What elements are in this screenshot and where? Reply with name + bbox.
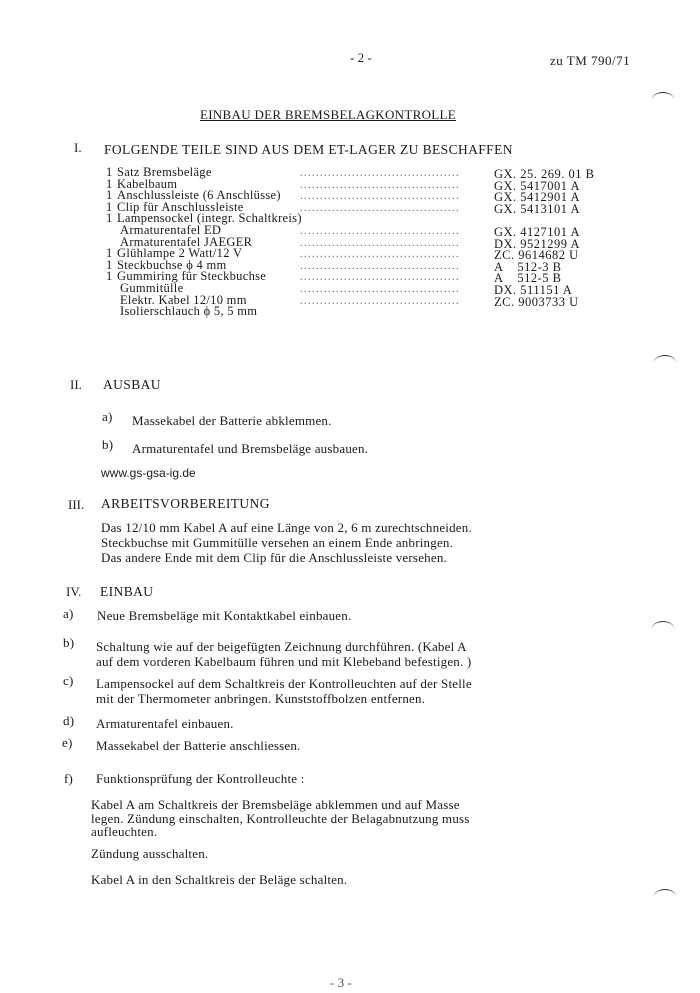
part-name: Gummiring für Steckbuchse [117,269,267,284]
einbau-a-text: Neue Bremsbeläge mit Kontaktkabel einbauen. [97,608,352,623]
part-number: ZC. 9003733 U [494,294,579,309]
leader-dots: ........................................ [300,272,460,284]
part-name: Anschlussleiste (6 Anschlüsse) [117,188,281,203]
einbau-c-line-1: Lampensockel auf dem Schaltkreis der Kontrolleuchten auf der Stelle [96,676,472,691]
section-1-heading: FOLGENDE TEILE SIND AUS DEM ET-LAGER ZU BESCHAFFEN [104,142,513,157]
leader-dots: ........................................ [300,237,460,249]
arbeit-line-1: Das 12/10 mm Kabel A auf eine Länge von 2, 6 m zurechtschneiden. [101,520,472,535]
part-number: GX. 5417001 A [494,178,581,193]
part-name: Clip für Anschlussleiste [117,199,244,214]
section-3-heading: ARBEITSVORBEREITUNG [101,496,270,511]
website-url-stamp: www.gs-gsa-ig.de [101,466,196,480]
part-number: GX. 5412901 A [494,190,581,205]
part-name: Gummitülle [120,281,184,295]
einbau-e-marker: e) [62,735,73,750]
part-number: DX. 511151 A [494,283,573,297]
part-number: ZC. 9614682 U [494,248,579,263]
leader-dots: ........................................ [300,284,460,295]
binder-hole-mark [652,621,674,636]
section-4-heading: EINBAU [100,584,154,599]
einbau-f-heading: Funktionsprüfung der Kontrolleuchte : [96,771,305,786]
leader-dots: ........................................ [300,179,460,191]
einbau-f-line-4: Zündung ausschalten. [91,846,209,861]
page-number-top: - 2 - [350,50,372,65]
part-number: A 512-5 B [494,271,562,286]
part-quantity: 1 [106,257,113,272]
part-name: Isolierschlauch ϕ 5, 5 mm [120,304,258,319]
leader-dots: ........................................ [300,191,460,203]
part-number: GX. 4127101 A [494,225,581,239]
document-reference: zu TM 790/71 [550,53,631,68]
leader-dots: ........................................ [300,202,460,214]
binder-hole-mark [654,889,676,904]
einbau-f-marker: f) [64,771,74,786]
part-quantity: 1 [106,199,113,214]
leader-dots: ........................................ [300,249,460,261]
ausbau-a-text: Massekabel der Batterie abklemmen. [132,413,332,428]
einbau-d-marker: d) [63,713,75,728]
einbau-c-line-2: mit der Thermometer anbringen. Kunststoffbolzen entfernen. [96,691,426,706]
part-name: Lampensockel (integr. Schaltkreis) [117,211,302,226]
part-name: Kabelbaum [117,176,178,191]
part-number: GX. 5413101 A [494,201,581,216]
einbau-d-text: Armaturentafel einbauen. [96,716,234,731]
section-1-numeral: I. [74,140,82,155]
einbau-f-line-3: aufleuchten. [91,824,158,839]
section-3-numeral: III. [68,497,85,512]
einbau-b-marker: b) [63,635,75,650]
part-quantity: 1 [106,176,113,191]
part-quantity: 1 [106,211,113,226]
part-quantity: 1 [106,269,113,284]
part-number: GX. 25. 269. 01 B [494,167,595,181]
part-name: Satz Bremsbeläge [117,165,212,179]
page-number-bottom: - 3 - [330,975,352,990]
part-quantity: 1 [106,188,113,203]
binder-hole-mark [652,92,674,107]
einbau-b-line-1: Schaltung wie auf der beigefügten Zeichnung durchführen. (Kabel A [96,639,467,654]
ausbau-a-marker: a) [102,409,113,424]
einbau-f-line-1: Kabel A am Schaltkreis der Bremsbeläge abklemmen und auf Masse [91,797,460,812]
einbau-e-text: Massekabel der Batterie anschliessen. [96,738,301,753]
einbau-c-marker: c) [63,673,74,688]
part-name: Elektr. Kabel 12/10 mm [120,292,247,307]
binder-hole-mark [654,355,676,370]
einbau-f-line-5: Kabel A in den Schaltkreis der Beläge schalten. [91,872,348,887]
part-quantity: 1 [106,246,113,261]
leader-dots: ........................................ [300,226,460,237]
part-quantity: 1 [106,165,113,179]
leader-dots: ........................................ [300,168,460,179]
arbeit-line-3: Das andere Ende mit dem Clip für die Anschlussleiste versehen. [101,550,447,565]
einbau-b-line-2: auf dem vorderen Kabelbaum führen und mit Klebeband befestigen. ) [96,654,472,669]
part-number: A 512-3 B [494,259,562,274]
section-4-numeral: IV. [66,584,82,599]
document-title: EINBAU DER BREMSBELAGKONTROLLE [200,107,456,122]
ausbau-b-marker: b) [102,437,114,452]
einbau-a-marker: a) [63,606,74,621]
part-name: Armaturentafel ED [120,223,222,237]
ausbau-b-text: Armaturentafel und Bremsbeläge ausbauen. [132,441,369,456]
part-number: DX. 9521299 A [494,236,581,251]
einbau-f-line-2: legen. Zündung einschalten, Kontrolleuchte der Belagabnutzung muss [91,811,470,826]
part-name: Steckbuchse ϕ 4 mm [117,257,227,272]
section-2-numeral: II. [70,377,82,392]
leader-dots: ........................................ [300,260,460,272]
section-2-heading: AUSBAU [103,377,161,392]
part-name: Glühlampe 2 Watt/12 V [117,246,243,261]
leader-dots: ........................................ [300,295,460,307]
arbeit-line-2: Steckbuchse mit Gummitülle versehen an einem Ende anbringen. [101,535,454,550]
part-name: Armaturentafel JAEGER [120,234,253,249]
